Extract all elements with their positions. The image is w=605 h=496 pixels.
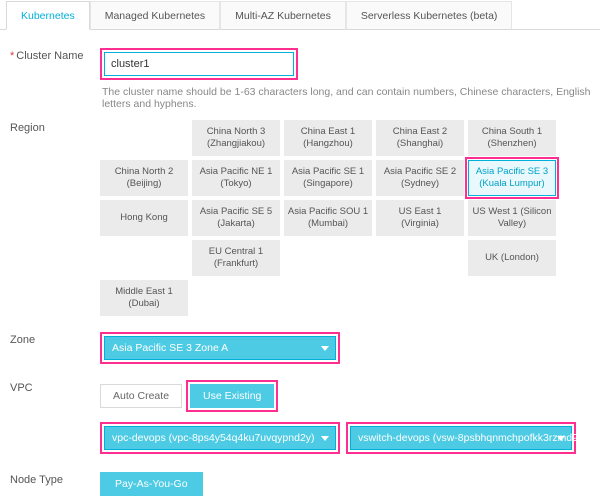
region-cell-line1: Asia Pacific SE 1 <box>291 166 365 177</box>
region-cell[interactable] <box>376 160 464 196</box>
use-existing-button[interactable]: Use Existing <box>190 384 274 408</box>
chevron-down-icon <box>321 436 329 441</box>
vpc-mode-button-group <box>100 380 278 412</box>
tab-managed-kubernetes[interactable] <box>90 1 220 30</box>
zone-row <box>0 328 600 364</box>
region-cell-line2: (Kuala Lumpur) <box>479 178 545 189</box>
region-cell-line1: US East 1 (Virginia) <box>398 206 442 229</box>
cluster-name-field-col <box>100 44 600 110</box>
zone-field-col <box>100 328 600 364</box>
region-cell-line1: China East 1 <box>300 126 356 137</box>
region-cell-line1: China South 1 <box>481 126 543 137</box>
vpc-select-highlight <box>100 422 340 454</box>
region-cell-line1: UK (London) <box>485 252 539 263</box>
region-cell-line1: Asia Pacific SE 3 <box>475 166 549 177</box>
region-cell <box>376 240 464 276</box>
region-cell-line1: EU Central 1 <box>208 246 264 257</box>
chevron-down-icon <box>557 436 565 441</box>
region-cell[interactable] <box>376 120 464 156</box>
region-cell-line1: Asia Pacific SE 5 <box>199 206 273 217</box>
region-cell[interactable] <box>192 240 280 276</box>
region-cell-line1: Middle East 1 (Dubai) <box>115 286 173 309</box>
node-type-field-col <box>100 468 600 496</box>
required-asterisk: * <box>10 50 15 62</box>
region-cell[interactable] <box>192 160 280 196</box>
region-label: Region <box>10 122 45 134</box>
tab-label: Multi-AZ Kubernetes <box>235 9 331 22</box>
cluster-name-row <box>0 44 600 110</box>
tab-label: Kubernetes <box>21 9 75 22</box>
region-field-col <box>100 116 600 316</box>
region-grid <box>100 120 600 316</box>
region-cell-line1: Asia Pacific NE 1 <box>199 166 273 177</box>
region-cell-line1: Hong Kong <box>120 212 168 223</box>
tab-serverless-kubernetes[interactable] <box>346 1 513 30</box>
region-cell-line2: (Zhangjiakou) <box>206 138 266 149</box>
region-cell[interactable] <box>100 200 188 236</box>
region-cell-line2: (Frankfurt) <box>213 258 259 269</box>
cluster-form <box>0 44 605 496</box>
region-cell[interactable] <box>192 200 280 236</box>
zone-highlight <box>100 332 340 364</box>
pay-as-you-go-button[interactable]: Pay-As-You-Go <box>100 472 203 496</box>
region-cell-line1: China North 3 <box>206 126 266 137</box>
region-cell-line2: (Jakarta) <box>217 218 255 229</box>
region-cell-line2: (Singapore) <box>303 178 353 189</box>
vswitch-select-highlight <box>346 422 605 454</box>
region-cell[interactable] <box>468 200 556 236</box>
use-existing-highlight <box>186 380 278 412</box>
cluster-name-hint: The cluster name should be 1-63 characters long, and can contain numbers, Chinese characters, English letters and hyphens. <box>102 86 591 110</box>
region-cell-line1: Asia Pacific SOU 1 <box>287 206 369 217</box>
zone-select[interactable] <box>104 336 336 360</box>
region-cell-line2: (Sydney) <box>400 178 439 189</box>
region-row <box>0 116 600 316</box>
vswitch-select-value: vswitch-devops (vsw-8psbhqnmchpofkk3rzmd9) Zo... <box>358 432 605 444</box>
vpc-select-value: vpc-devops (vpc-8ps4y54q4ku7uvqypnd2y) <box>112 432 315 444</box>
region-cell[interactable] <box>468 120 556 156</box>
cluster-name-input[interactable] <box>104 52 294 76</box>
region-cell[interactable] <box>284 200 372 236</box>
region-cell[interactable] <box>192 120 280 156</box>
node-type-label: Node Type <box>10 474 64 486</box>
region-cell-line1: China East 2 <box>392 126 448 137</box>
tab-kubernetes[interactable] <box>6 1 90 30</box>
region-cell[interactable] <box>100 280 188 316</box>
tab-bar <box>0 0 600 30</box>
region-cell-line2: (Mumbai) <box>307 218 349 229</box>
label-text: Cluster Name <box>16 50 84 62</box>
node-type-row <box>0 468 600 496</box>
region-cell <box>100 240 188 276</box>
zone-select-value: Asia Pacific SE 3 Zone A <box>112 342 229 354</box>
tab-multi-az-kubernetes[interactable] <box>220 1 346 30</box>
region-cell[interactable] <box>100 160 188 196</box>
region-cell[interactable] <box>284 120 372 156</box>
region-cell <box>100 120 188 156</box>
tab-label: Serverless Kubernetes (beta) <box>360 9 498 22</box>
region-cell[interactable] <box>376 200 464 236</box>
region-cell <box>284 240 372 276</box>
vpc-select[interactable] <box>104 426 336 450</box>
vpc-field-col <box>100 376 605 454</box>
region-cell[interactable] <box>468 240 556 276</box>
chevron-down-icon <box>321 346 329 351</box>
region-cell[interactable] <box>284 160 372 196</box>
vpc-label: VPC <box>10 382 33 394</box>
zone-label: Zone <box>10 334 36 346</box>
vswitch-select[interactable] <box>350 426 605 450</box>
region-cell-line2: (Hangzhou) <box>303 138 353 149</box>
region-cell-line2: Valley) <box>497 218 527 229</box>
region-cell-line1: Asia Pacific SE 2 <box>383 166 457 177</box>
region-cell-selected[interactable] <box>468 160 556 196</box>
tab-label: Managed Kubernetes <box>104 9 206 22</box>
region-cell-line2: (Shanghai) <box>396 138 444 149</box>
cluster-name-label <box>0 44 100 62</box>
cluster-name-highlight <box>100 48 298 80</box>
region-cell-line1: China North 2 (Beijing) <box>114 166 174 189</box>
auto-create-button[interactable]: Auto Create <box>100 384 182 408</box>
vpc-row <box>0 376 605 454</box>
region-cell-line1: US West 1 (Silicon <box>472 206 552 217</box>
region-cell-line2: (Shenzhen) <box>487 138 537 149</box>
vpc-select-row <box>100 422 605 454</box>
region-cell-line2: (Tokyo) <box>220 178 252 189</box>
